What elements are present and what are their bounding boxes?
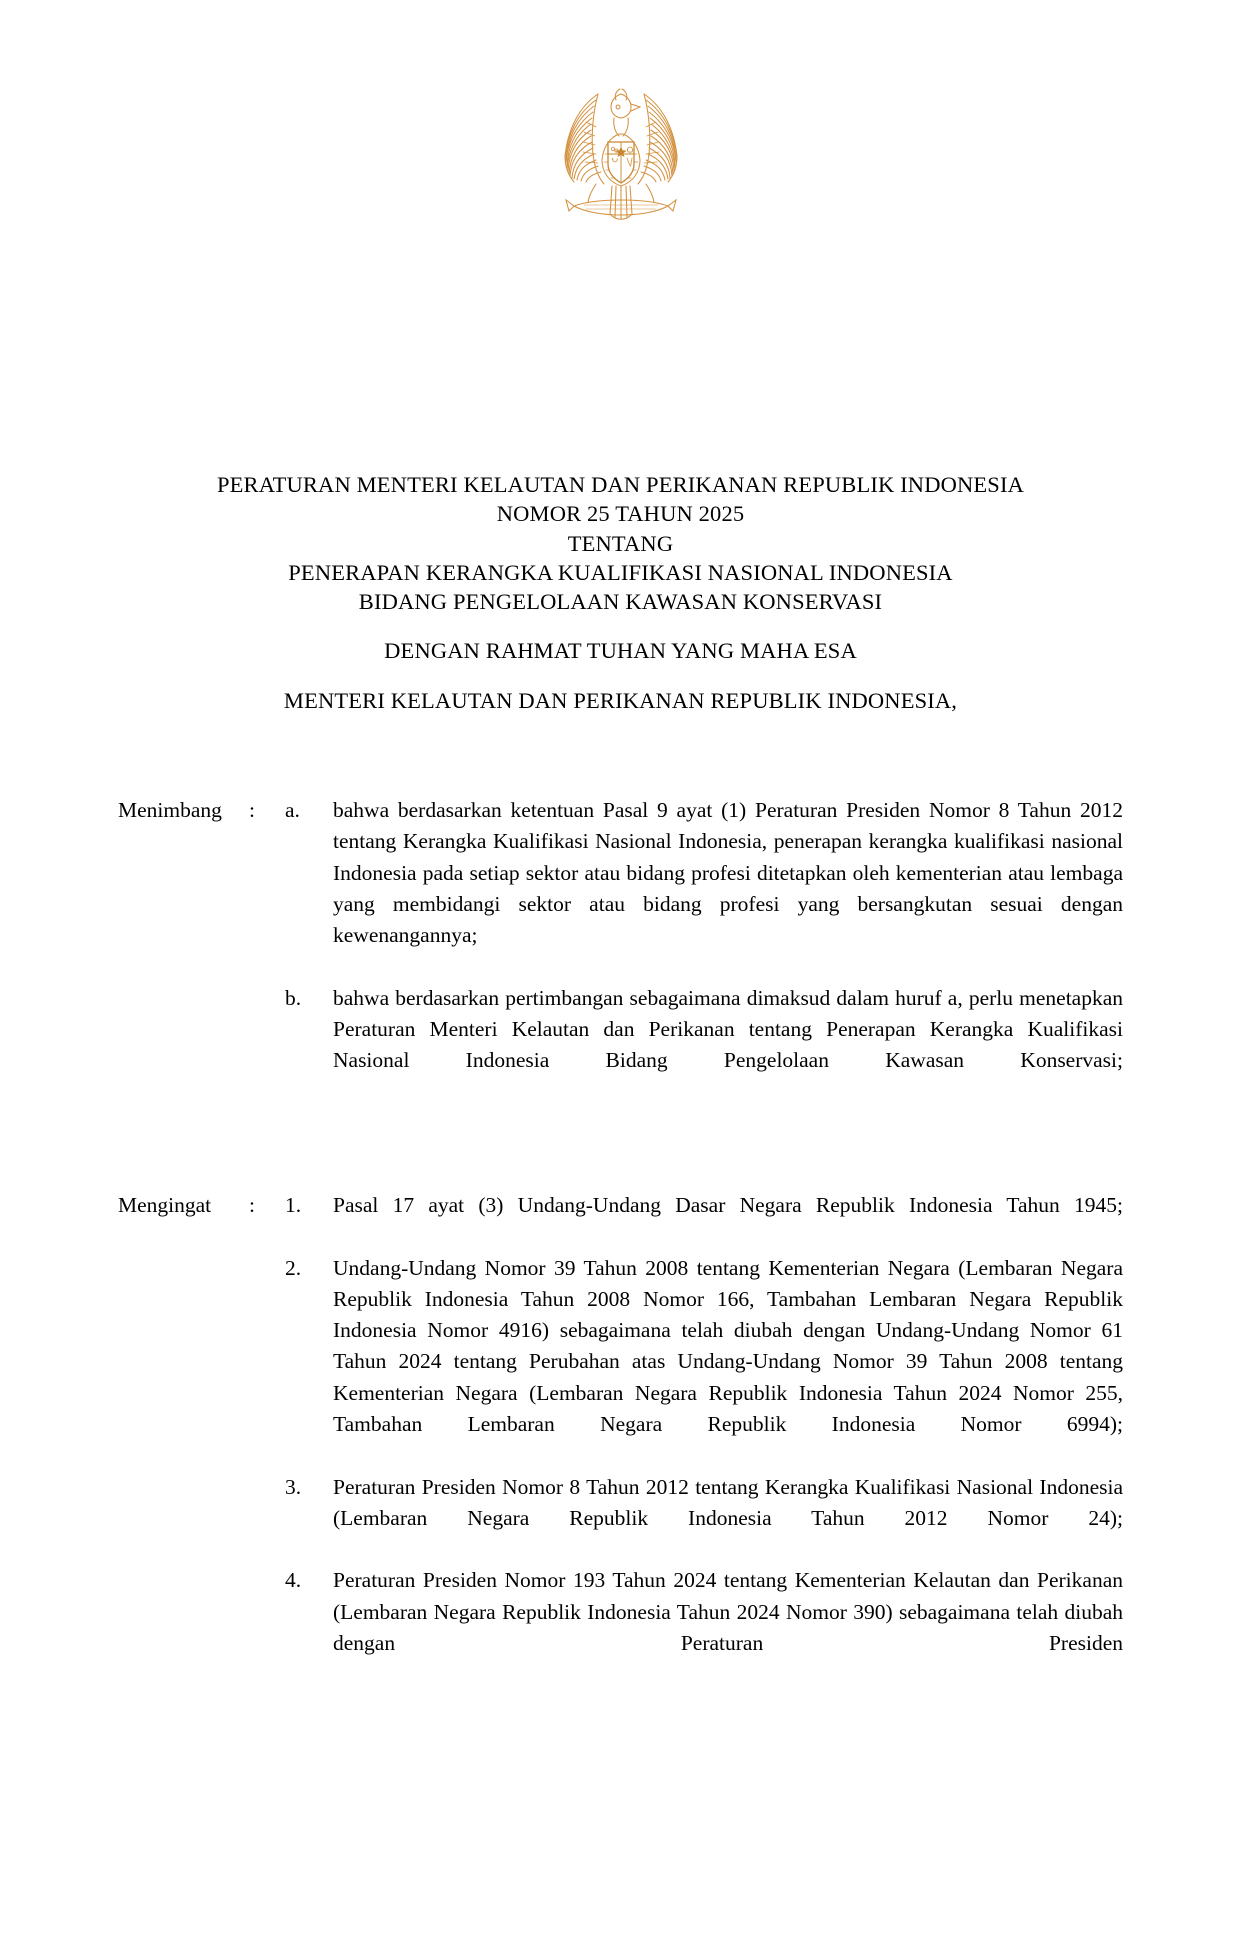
item-text: Pasal 17 ayat (3) Undang-Undang Dasar Negara Republik Indonesia Tahun 1945; bbox=[333, 1193, 1123, 1217]
list-item bbox=[285, 1565, 1123, 1690]
issuing-authority: MENTERI KELAUTAN DAN PERIKANAN REPUBLIK INDONESIA, bbox=[283, 688, 958, 713]
item-marker: a. bbox=[285, 798, 300, 822]
mengingat-section bbox=[118, 1190, 1123, 1691]
divine-invocation: DENGAN RAHMAT TUHAN YANG MAHA ESA bbox=[384, 638, 857, 663]
regulation-number: NOMOR 25 TAHUN 2025 bbox=[496, 501, 745, 527]
mengingat-label: Mengingat bbox=[118, 1193, 212, 1217]
menimbang-section bbox=[118, 795, 1123, 1108]
item-text: bahwa berdasarkan pertimbangan sebagaimana dimaksud dalam huruf a, perlu menetapkan Peraturan Menteri Kelautan dan Perikanan tentang Penerapan Kerangka Kualifikasi Nasional Indonesia Bidang Pengelolaan Kawasan Konservasi; bbox=[333, 985, 1123, 1073]
item-marker: b. bbox=[285, 985, 302, 1010]
emblem-container bbox=[0, 72, 1241, 232]
title-block bbox=[0, 470, 1241, 616]
regulation-about-label: TENTANG bbox=[567, 530, 674, 556]
list-item bbox=[285, 1472, 1123, 1566]
mengingat-colon: : bbox=[249, 1193, 255, 1217]
garuda-pancasila-emblem bbox=[536, 72, 706, 232]
list-item bbox=[285, 795, 1123, 983]
regulation-title-line-1: PERATURAN MENTERI KELAUTAN DAN PERIKANAN REPUBLIK INDONESIA bbox=[216, 472, 1025, 497]
list-item bbox=[285, 983, 1123, 1108]
menimbang-colon: : bbox=[249, 798, 255, 822]
mengingat-row bbox=[118, 1190, 1123, 1691]
menimbang-label: Menimbang bbox=[118, 798, 222, 822]
regulation-subject-line-2: BIDANG PENGELOLAAN KAWASAN KONSERVASI bbox=[358, 589, 883, 614]
item-marker: 3. bbox=[285, 1474, 302, 1499]
list-item bbox=[285, 1190, 1123, 1253]
mengingat-items bbox=[285, 1190, 1123, 1691]
item-text: Peraturan Presiden Nomor 193 Tahun 2024 tentang Kementerian Kelautan dan Perikanan (Lembaran Negara Republik Indonesia Tahun 2024 Nomor 390) sebagaimana telah diubah dengan Peraturan Presiden bbox=[333, 1568, 1123, 1655]
item-marker: 1. bbox=[285, 1193, 302, 1217]
regulation-subject-line-1: PENERAPAN KERANGKA KUALIFIKASI NASIONAL INDONESIA bbox=[288, 559, 953, 585]
menimbang-items bbox=[285, 795, 1123, 1108]
item-marker: 4. bbox=[285, 1568, 302, 1593]
item-text: Peraturan Presiden Nomor 8 Tahun 2012 tentang Kerangka Kualifikasi Nasional Indonesia (Lembaran Negara Republik Indonesia Tahun 2012 Nomor 24); bbox=[333, 1474, 1123, 1530]
item-marker: 2. bbox=[285, 1255, 302, 1280]
item-text: Undang-Undang Nomor 39 Tahun 2008 tentang Kementerian Negara (Lembaran Negara Republik Indonesia Tahun 2008 Nomor 166, Tambahan Lembaran Negara Republik Indonesia Nomor 4916) sebagaimana telah diubah dengan Undang-Undang Nomor 61 Tahun 2024 tentang Perubahan atas Undang-Undang Nomor 39 Tahun 2008 tentang Kementerian Negara (Lembaran Negara Republik Indonesia Tahun 2024 Nomor 255, Tambahan Lembaran Negara Republik Indonesia Nomor 6994); bbox=[333, 1255, 1123, 1436]
menimbang-row bbox=[118, 795, 1123, 1108]
item-text: bahwa berdasarkan ketentuan Pasal 9 ayat (1) Peraturan Presiden Nomor 8 Tahun 2012 tentang Kerangka Kualifikasi Nasional Indonesia, penerapan kerangka kualifikasi nasional Indonesia pada setiap sektor atau bidang profesi ditetapkan oleh kementerian atau lembaga yang membidangi sektor atau bidang profesi yang bersangkutan sesuai dengan kewenangannya; bbox=[333, 798, 1123, 948]
list-item bbox=[285, 1253, 1123, 1472]
